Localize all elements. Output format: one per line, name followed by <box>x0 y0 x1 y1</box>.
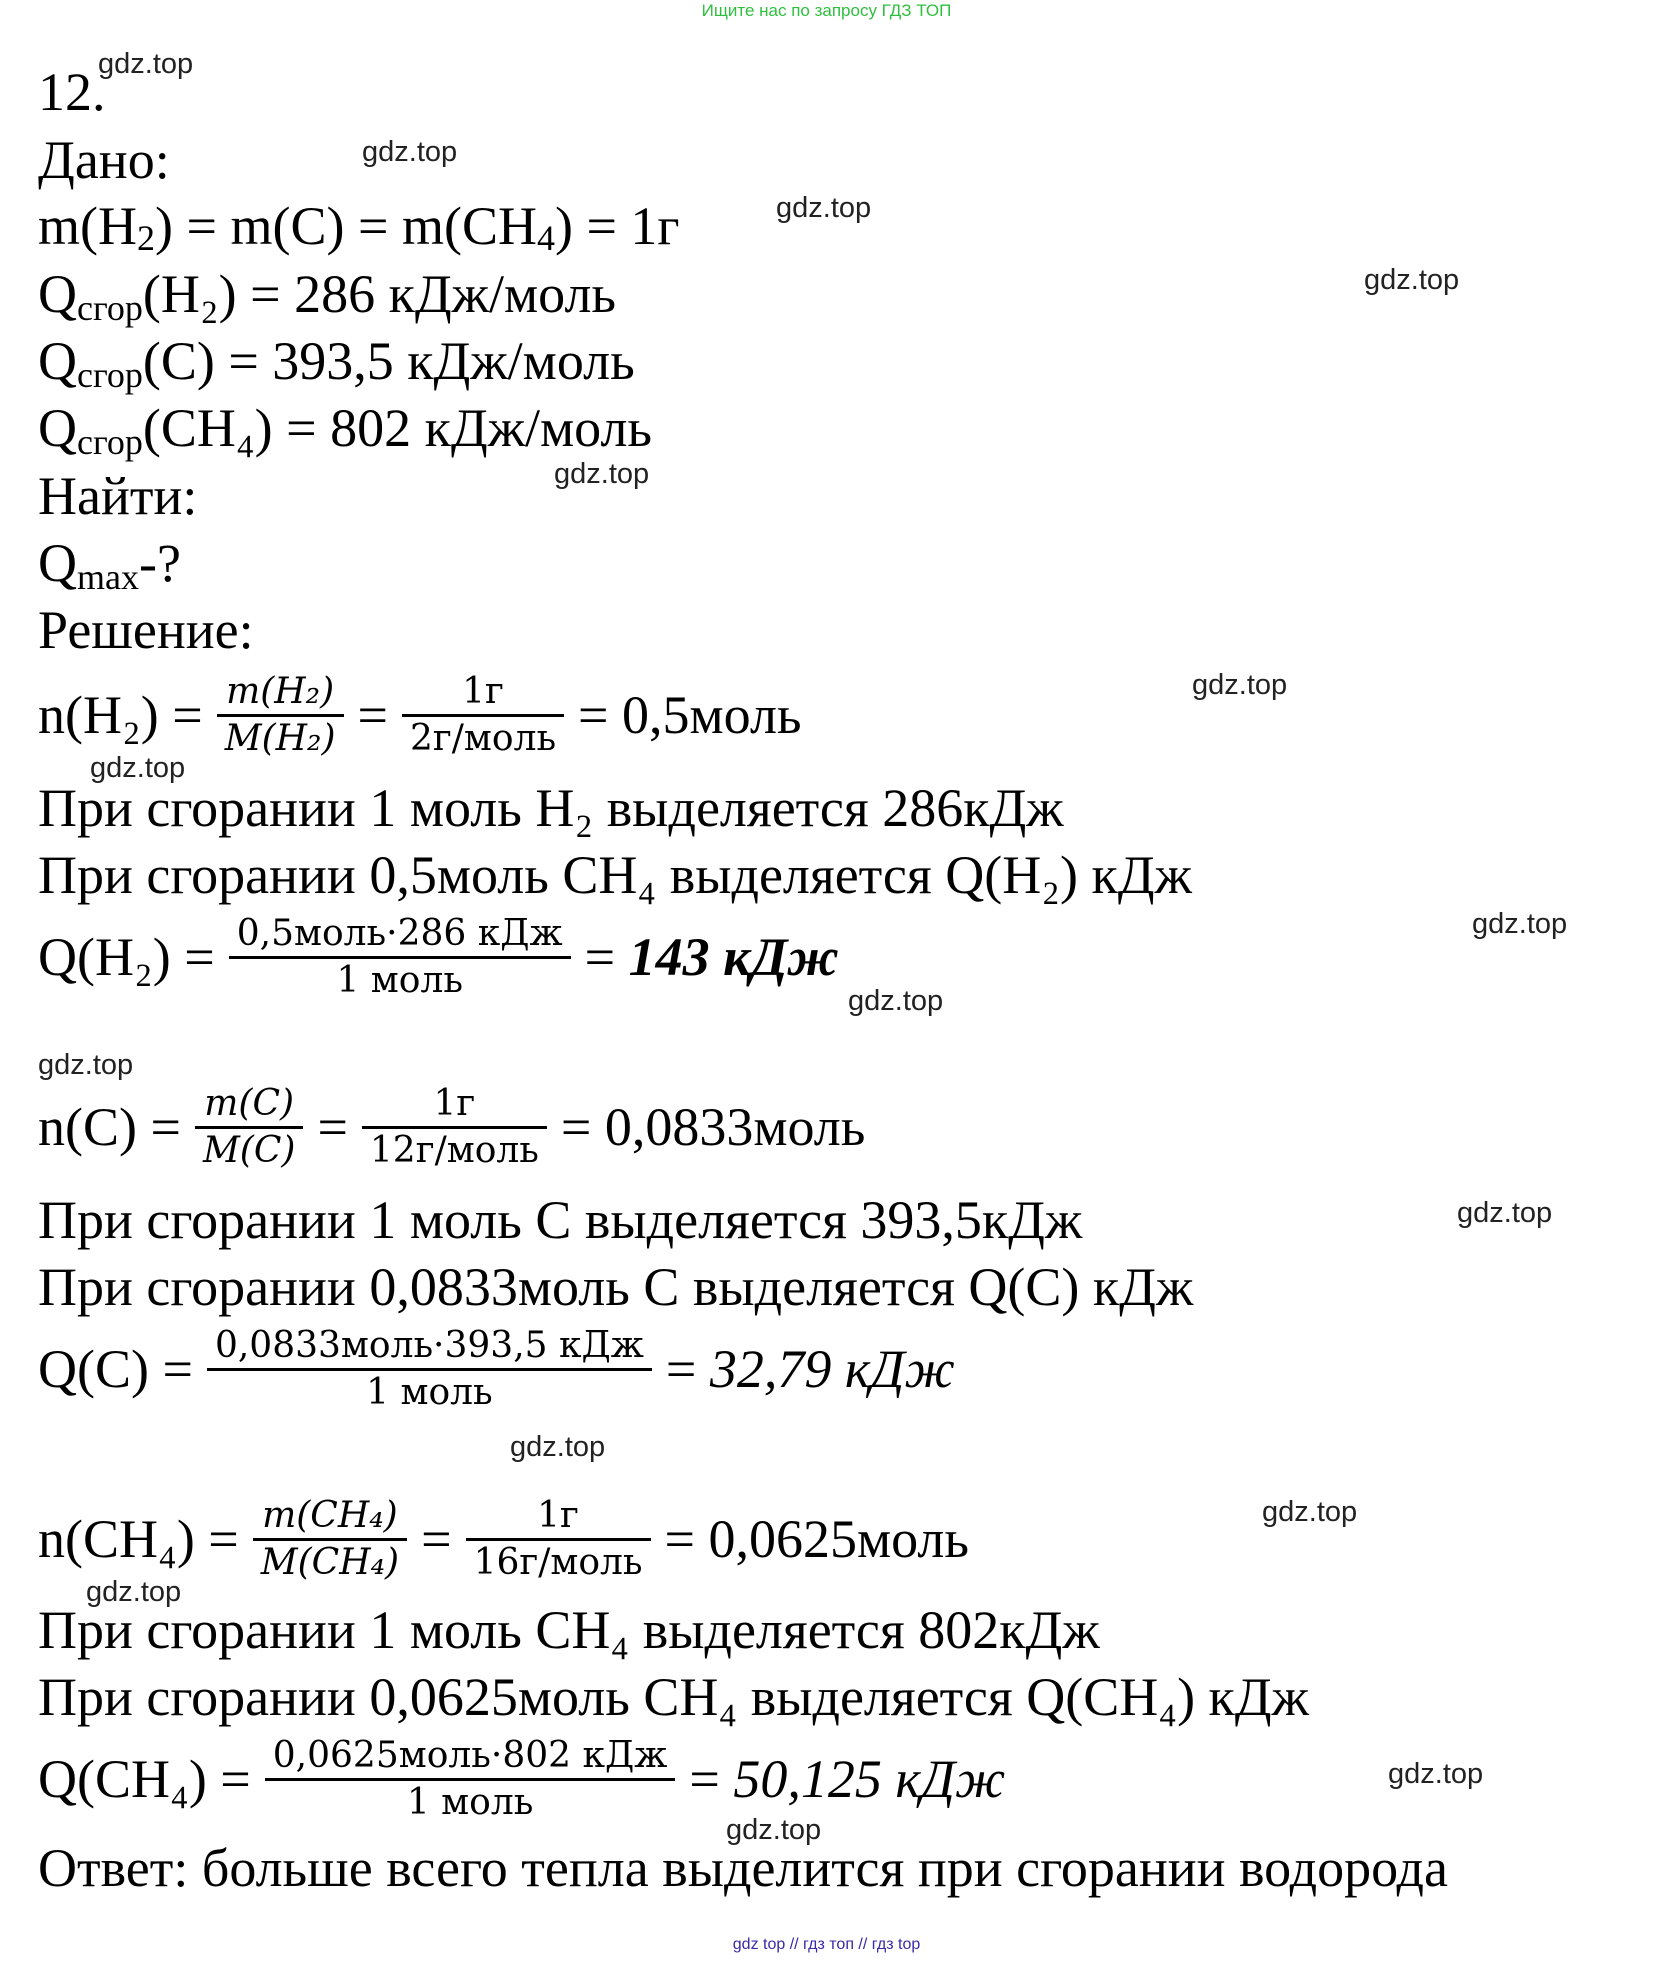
watermark: gdz.top <box>776 192 872 224</box>
equation-q-c: Q(C) = $\frac{\text{0,0833моль·393,5 кДж}}{\text{1 моль}}$ = 32,79 кДж <box>38 1324 955 1413</box>
watermark: gdz.top <box>726 1814 822 1846</box>
text-line: При сгорании 0,0625моль CH₄ выделяется Q(CH₄) кДж <box>38 1667 1309 1727</box>
footer-links[interactable]: gdz top // гдз топ // гдз top <box>732 1936 921 1953</box>
fraction: $\frac{\text{m(H₂)}}{\text{M(H₂)}}$ <box>217 670 344 761</box>
fraction: $\frac{\text{0,0833моль·393,5 кДж}}{\text{1 моль}}$ <box>207 1324 652 1415</box>
watermark: gdz.top <box>1472 908 1568 940</box>
fraction: $\frac{\text{m(CH₄)}}{\text{M(CH₄)}}$ <box>253 1494 407 1585</box>
fraction: $\frac{1г}{\text{12г/моль}}$ <box>362 1082 547 1173</box>
fraction: $\frac{\text{0,5моль·286 кДж}}{\text{1 моль}}$ <box>229 912 571 1003</box>
problem-number: 12. <box>38 62 106 122</box>
watermark: gdz.top <box>1192 669 1288 701</box>
watermark: gdz.top <box>90 752 186 784</box>
find-value: Qmax-? <box>38 533 181 597</box>
watermark: gdz.top <box>1388 1758 1484 1790</box>
watermark: gdz.top <box>848 985 944 1017</box>
watermark: gdz.top <box>1457 1197 1553 1229</box>
equation-n-h2: n(H₂) = $\frac{\text{m(H₂)}}{\text{M(H₂)}}$ = $\frac{1г}{\text{2г/моль}}$ = 0,5моль <box>38 670 802 759</box>
watermark: gdz.top <box>1364 264 1460 296</box>
solution-heading: Решение: <box>38 600 254 660</box>
text-line: При сгорании 1 моль C выделяется 393,5кДж <box>38 1190 1083 1250</box>
equation-q-h2: Q(H₂) = $\frac{\text{0,5моль·286 кДж}}{\text{1 моль}}$ = 143 кДж <box>38 912 839 1001</box>
find-heading: Найти: <box>38 466 198 526</box>
equation-n-c: n(C) = $\frac{m(C)}{M(C)}$ = $\frac{1г}{\text{12г/моль}}$ = 0,0833моль <box>38 1082 866 1171</box>
text-line: При сгорании 1 моль CH₄ выделяется 802кДж <box>38 1600 1100 1660</box>
watermark: gdz.top <box>510 1431 606 1463</box>
watermark: gdz.top <box>554 458 650 490</box>
watermark: gdz.top <box>1262 1496 1358 1528</box>
result-h2: 143 кДж <box>628 927 839 987</box>
given-masses: $m(H_2) = m(C) = m(CH_4) = 1г$ <box>38 196 680 258</box>
watermark: gdz.top <box>98 48 194 80</box>
given-q-h2: Qсгор(H₂) = 286 кДж/моль <box>38 264 617 328</box>
fraction: $\frac{\text{0,0625моль·802 кДж}}{\text{1 моль}}$ <box>265 1734 676 1825</box>
equation-q-ch4: Q(CH₄) = $\frac{\text{0,0625моль·802 кДж}}{\text{1 моль}}$ = 50,125 кДж <box>38 1734 1006 1823</box>
answer: Ответ: больше всего тепла выделится при сгорании водорода <box>38 1838 1448 1898</box>
watermark: gdz.top <box>38 1049 134 1081</box>
text-line: При сгорании 1 моль H₂ выделяется 286кДж <box>38 778 1064 838</box>
fraction: $\frac{1г}{\text{16г/моль}}$ <box>466 1494 651 1585</box>
fraction: $\frac{1г}{\text{2г/моль}}$ <box>402 670 564 761</box>
fraction: $\frac{m(C)}{M(C)}$ <box>195 1082 304 1173</box>
result-c: 32,79 кДж <box>709 1339 955 1399</box>
watermark: gdz.top <box>86 1576 182 1608</box>
equation-n-ch4: n(CH₄) = $\frac{\text{m(CH₄)}}{\text{M(CH₄)}}$ = $\frac{1г}{\text{16г/моль}}$ = 0,0625моль <box>38 1494 970 1583</box>
given-q-ch4: Qсгор(CH₄) = 802 кДж/моль <box>38 398 653 462</box>
text-line: При сгорании 0,5моль CH₄ выделяется Q(H₂) кДж <box>38 845 1192 905</box>
given-heading: Дано: <box>38 130 170 190</box>
watermark: gdz.top <box>362 136 458 168</box>
given-q-c: Qсгор(C) = 393,5 кДж/моль <box>38 331 635 395</box>
top-banner: Ищите нас по запросу ГДЗ ТОП <box>701 1 952 20</box>
result-ch4: 50,125 кДж <box>733 1749 1006 1809</box>
text-line: При сгорании 0,0833моль C выделяется Q(C) кДж <box>38 1257 1194 1317</box>
